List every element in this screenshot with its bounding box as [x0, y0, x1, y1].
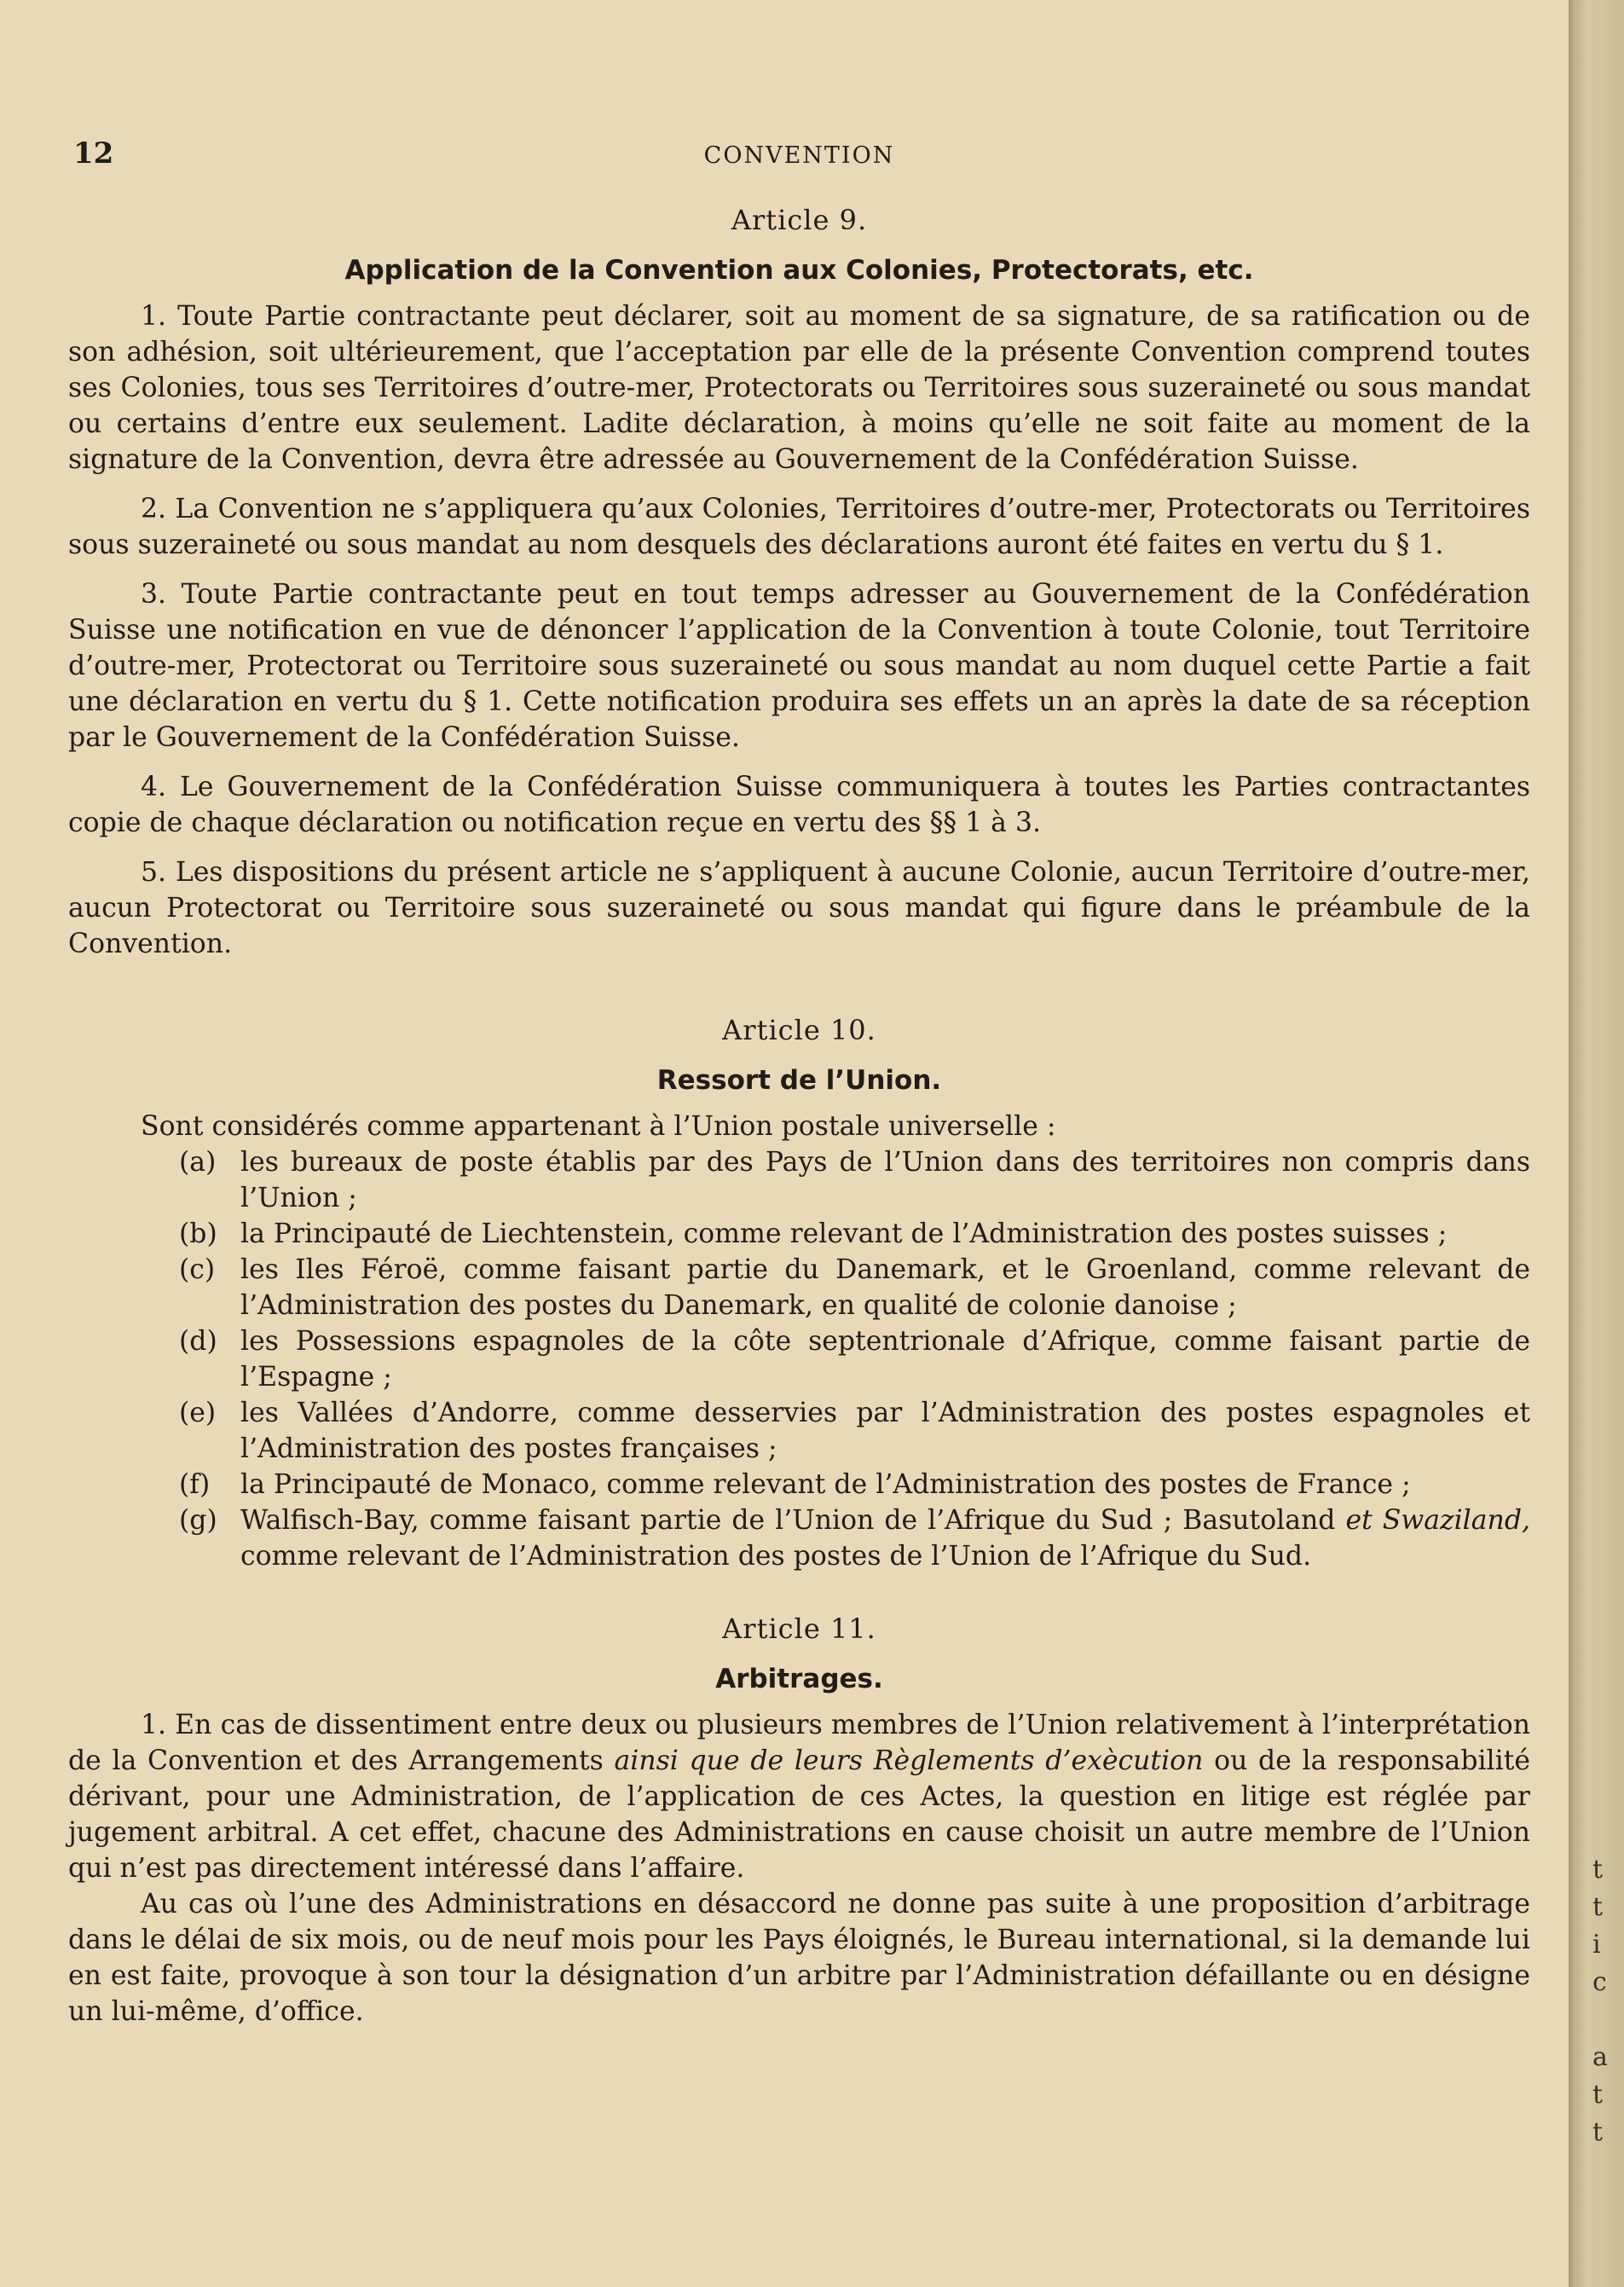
- paragraph: Au cas où l’une des Administrations en désaccord ne donne pas suite à une proposition d’arbitrage dans le délai de six mois, ou de neuf mois pour les Pays éloignés, le Bureau international, si la demande lui en est faite, provoque à son tour la désignation d’un arbitre par l’Administration défaillante ou en désigne un lui-même, d’office.: [68, 1889, 1530, 2027]
- gutter-letter: t: [1592, 1855, 1604, 1885]
- article-title: Article 9.: [731, 204, 868, 236]
- item-marker: (c): [179, 1254, 216, 1285]
- paragraph-text: 1. En cas de dissentiment entre deux ou plusieurs membres de l’Union relativement à l’interprétation de la Convention et des Arrangements: [68, 1710, 1530, 1776]
- item-marker: (e): [179, 1398, 217, 1428]
- gutter-letter: t: [1592, 1892, 1604, 1922]
- item-text: les bureaux de poste établis par des Pays de l’Union dans des territoires non compris dans l’Union ;: [240, 1147, 1530, 1213]
- paragraph: 4. Le Gouvernement de la Confédération Suisse communiquera à toutes les Parties contractantes copie de chaque déclaration ou notification reçue en vertu des §§ 1 à 3.: [68, 772, 1530, 838]
- paragraph: 3. Toute Partie contractante peut en tout temps adresser au Gouvernement de la Confédération Suisse une notification en vue de dénoncer l’application de la Convention à toute Colonie, tout Territoire d’outre-mer, Protectorat ou Territoire sous suzeraineté ou sous mandat au nom duquel cette Partie a fait une déclaration en vertu du § 1. Cette notification produira ses effets un an après la date de sa réception par le Gouvernement de la Confédération Suisse.: [68, 579, 1530, 753]
- gutter-letter: t: [1592, 2080, 1604, 2110]
- item-text: la Principauté de Liechtenstein, comme relevant de l’Administration des postes suisses ;: [240, 1219, 1448, 1249]
- paragraph: 5. Les dispositions du présent article ne s’appliquent à aucune Colonie, aucun Territoire d’outre-mer, aucun Protectorat ou Territoire sous suzeraineté ou sous mandat qui figure dans le préambule de la Convention.: [68, 857, 1530, 959]
- list-item: [68, 1395, 1530, 1467]
- item-marker: (d): [179, 1326, 217, 1357]
- item-marker: (g): [179, 1505, 217, 1536]
- paragraph: 1. Toute Partie contractante peut déclarer, soit au moment de sa signature, de sa ratification ou de son adhésion, soit ultérieurement, que l’acceptation par elle de la présente Convention comprend toutes ses Colonies, tous ses Territoires d’outre-mer, Protectorats ou Territoires sous suzeraineté ou sous mandat ou certains d’entre eux seulement. Ladite déclaration, à moins qu’elle ne soit faite au moment de la signature de la Convention, devra être adressée au Gouvernement de la Confédération Suisse.: [68, 301, 1530, 475]
- item-text: la Principauté de Monaco, comme relevant de l’Administration des postes de France ;: [240, 1469, 1411, 1500]
- gutter-letter: c: [1592, 1967, 1607, 1997]
- list-item: [68, 1216, 1530, 1252]
- item-text: Walfisch-Bay, comme faisant partie de l’Union de l’Afrique du Sud ; Basutoland: [240, 1505, 1346, 1536]
- article-title: Article 11.: [722, 1612, 876, 1645]
- article-10: [68, 1015, 1530, 1574]
- list-intro: Sont considérés comme appartenant à l’Union postale universelle :: [141, 1111, 1056, 1142]
- item-text: les Iles Féroë, comme faisant partie du Danemark, et le Groenland, comme relevant de l’Administration des postes du Danemark, en qualité de colonie danoise ;: [240, 1254, 1530, 1321]
- article-title: Article 10.: [722, 1014, 876, 1046]
- gutter-letter: t: [1592, 2117, 1604, 2147]
- gutter-letter: i: [1592, 1930, 1601, 1960]
- paragraph: 2. La Convention ne s’appliquera qu’aux Colonies, Territoires d’outre-mer, Protectorats ou Territoires sous suzeraineté ou sous mandat au nom desquels des déclarations auront été faites en vertu du § 1.: [68, 494, 1530, 560]
- article-heading: Application de la Convention aux Colonies, Protectorats, etc.: [344, 255, 1254, 286]
- article-11: [68, 1613, 1530, 2029]
- running-head: CONVENTION: [703, 142, 895, 169]
- list-item: [68, 1323, 1530, 1395]
- item-marker: (b): [179, 1219, 217, 1249]
- article-heading: Ressort de l’Union.: [656, 1065, 942, 1096]
- paragraph: [68, 1707, 1530, 1886]
- paragraph-italic: ainsi que de leurs Règlements d’exècution: [614, 1746, 1204, 1776]
- page-number: 12: [73, 136, 114, 171]
- page-content: [68, 136, 1530, 2043]
- territory-list: [68, 1144, 1530, 1574]
- paragraph-text: ou de la responsabilité dérivant, pour une Administration, de l’application de ces Actes, la question en litige est réglée par jugement arbitral. A cet effet, chacune des Administrations en cause choisit un autre membre de l’Union qui n’est pas directement intéressé dans l’affaire.: [68, 1746, 1531, 1884]
- item-marker: (a): [179, 1147, 217, 1178]
- list-item: [68, 1467, 1530, 1502]
- item-text: les Vallées d’Andorre, comme desservies par l’Administration des postes espagnoles et l’Administration des postes françaises ;: [240, 1398, 1530, 1464]
- page-header: [68, 136, 1530, 205]
- list-item: [68, 1144, 1530, 1216]
- item-text: comme relevant de l’Administration des postes de l’Union de l’Afrique du Sud.: [240, 1541, 1312, 1572]
- item-text: les Possessions espagnoles de la côte septentrionale d’Afrique, comme faisant partie de l’Espagne ;: [240, 1326, 1530, 1392]
- item-marker: (f): [179, 1469, 211, 1500]
- article-heading: Arbitrages.: [715, 1664, 883, 1694]
- list-item: [68, 1252, 1530, 1323]
- article-9: [68, 205, 1530, 962]
- item-text-italic: et Swaziland,: [1345, 1505, 1531, 1536]
- list-item: [68, 1502, 1530, 1574]
- gutter-letter: a: [1592, 2042, 1608, 2072]
